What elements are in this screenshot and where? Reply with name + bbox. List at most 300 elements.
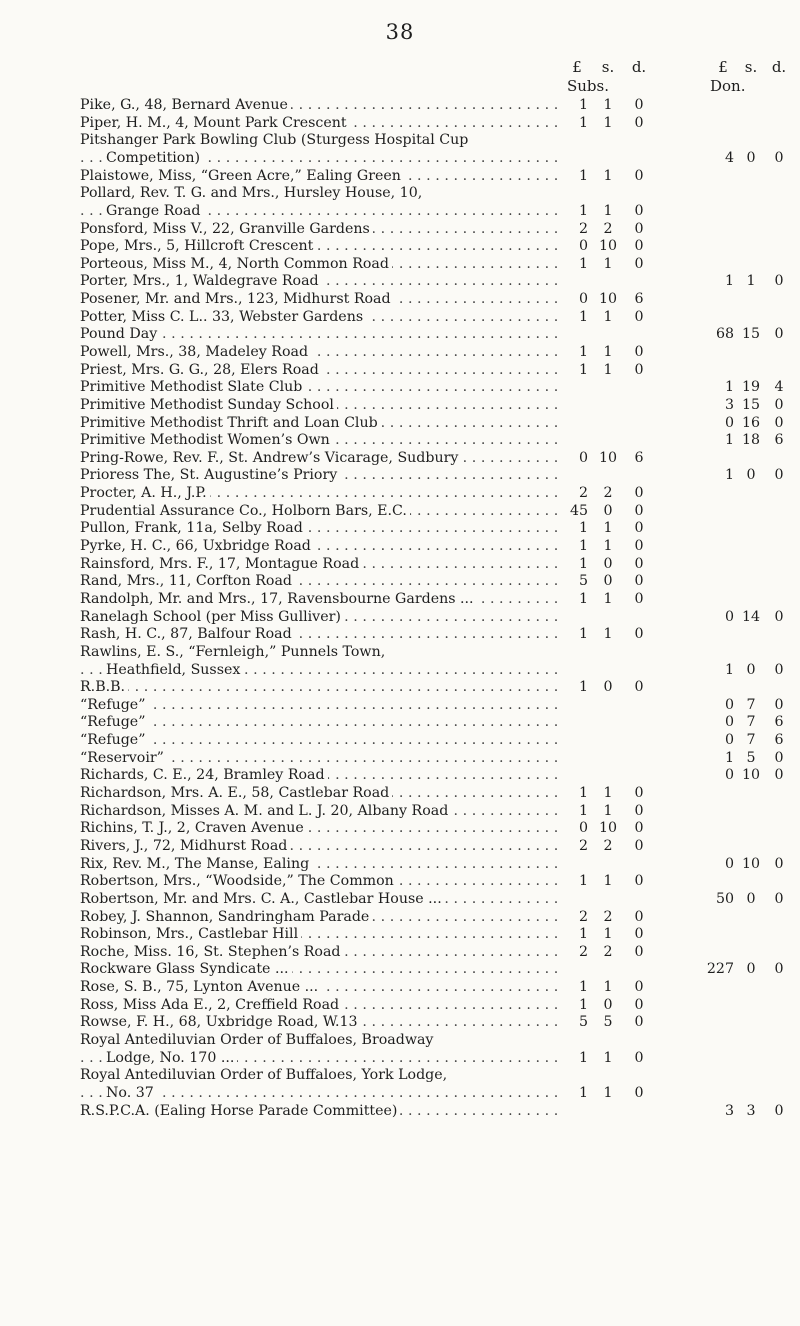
entry-text: Porteous, Miss M., 4, North Common Road — [80, 256, 392, 272]
don-shillings: 0 — [746, 467, 756, 484]
sub-shillings: 1 — [603, 590, 613, 607]
entry-name-line — [80, 397, 558, 415]
entry-name-continuation — [80, 1085, 558, 1103]
entry-name — [80, 415, 558, 433]
entry-name — [80, 1103, 558, 1121]
don-pounds: 0 — [724, 855, 734, 872]
list-item — [0, 856, 800, 874]
don-shillings: 14 — [741, 608, 761, 625]
sub-shillings: 10 — [598, 238, 618, 255]
list-item — [0, 679, 800, 697]
list-item — [0, 803, 800, 821]
entry-name-line — [80, 1067, 558, 1085]
sub-pence: 0 — [634, 1014, 644, 1031]
entry-name-line — [80, 750, 558, 768]
entry-name-line — [80, 873, 558, 891]
don-shillings: 15 — [741, 396, 761, 413]
sub-shillings: 1 — [603, 308, 613, 325]
sub-pounds: 1 — [578, 873, 588, 890]
don-pence-header: d. — [771, 58, 787, 76]
sub-pence: 6 — [634, 449, 644, 466]
list-item — [0, 520, 800, 538]
don-pence: 0 — [774, 855, 784, 872]
sub-pence: 0 — [634, 873, 644, 890]
don-pence: 0 — [774, 961, 784, 978]
entry-name — [80, 591, 558, 609]
entry-name — [80, 115, 558, 133]
entry-text: Rivers, J., 72, Midhurst Road — [80, 838, 290, 854]
entry-name-line — [80, 238, 558, 256]
list-item — [0, 714, 800, 732]
don-pounds: 68 — [715, 326, 734, 343]
sub-pence: 6 — [634, 291, 644, 308]
don-shillings: 5 — [746, 749, 756, 766]
entry-name-line — [80, 714, 558, 732]
sub-shillings: 1 — [603, 255, 613, 272]
sub-pence: 0 — [634, 255, 644, 272]
entry-name — [80, 132, 558, 167]
don-pence: 0 — [774, 467, 784, 484]
sub-pounds: 1 — [578, 538, 588, 555]
sub-pence: 0 — [634, 114, 644, 131]
entry-text: Rix, Rev. M., The Manse, Ealing — [80, 856, 312, 872]
sub-shillings: 2 — [603, 485, 613, 502]
sub-pence: 0 — [634, 820, 644, 837]
don-shillings: 10 — [741, 855, 761, 872]
don-pounds: 3 — [724, 396, 734, 413]
don-pound-header: £ — [718, 58, 728, 76]
entry-text: Primitive Methodist Thrift and Loan Club — [80, 415, 381, 431]
entry-name — [80, 256, 558, 274]
sub-pounds: 5 — [578, 1014, 588, 1031]
don-pounds: 0 — [724, 414, 734, 431]
sub-pounds: 1 — [578, 679, 588, 696]
sub-pence: 0 — [634, 538, 644, 555]
don-shillings: 0 — [746, 890, 756, 907]
don-pounds: 1 — [724, 661, 734, 678]
sub-pence: 0 — [634, 679, 644, 696]
entry-text: Rawlins, E. S., “Fernleigh,” Punnels Town, — [80, 644, 388, 660]
entry-name-line — [80, 168, 558, 186]
list-item — [0, 767, 800, 785]
list-item — [0, 909, 800, 927]
entry-text: Royal Antediluvian Order of Buffaloes, Broadway — [80, 1032, 436, 1048]
entry-text: Piper, H. M., 4, Mount Park Crescent — [80, 115, 350, 131]
entry-name — [80, 344, 558, 362]
entry-text: Primitive Methodist Women’s Own — [80, 432, 333, 448]
entry-name-line — [80, 856, 558, 874]
don-pounds: 3 — [724, 1102, 734, 1119]
entry-text: Prudential Assurance Co., Holborn Bars, E.C. — [80, 503, 410, 519]
sub-shillings: 1 — [603, 96, 613, 113]
sub-shillings: 0 — [603, 996, 613, 1013]
sub-pence: 0 — [634, 555, 644, 572]
list-item — [0, 309, 800, 327]
sub-pence: 0 — [634, 943, 644, 960]
don-shillings: 0 — [746, 661, 756, 678]
entry-name — [80, 679, 558, 697]
sub-pounds: 1 — [578, 926, 588, 943]
don-pence: 0 — [774, 661, 784, 678]
entry-name — [80, 556, 558, 574]
sub-pence: 0 — [634, 996, 644, 1013]
entry-name — [80, 909, 558, 927]
subs-shillings-header: s. — [601, 58, 615, 76]
list-item — [0, 115, 800, 133]
entry-text: Richardson, Misses A. M. and L. J. 20, Albany Road — [80, 803, 451, 819]
sub-shillings: 1 — [603, 626, 613, 643]
don-pounds: 1 — [724, 432, 734, 449]
list-item — [0, 609, 800, 627]
don-pounds: 0 — [724, 767, 734, 784]
don-pounds: 0 — [724, 732, 734, 749]
list-item — [0, 644, 800, 679]
entry-text: Robey, J. Shannon, Sandringham Parade — [80, 909, 372, 925]
list-item — [0, 291, 800, 309]
entry-text: Roche, Miss. 16, St. Stephen’s Road — [80, 944, 344, 960]
sub-pounds: 1 — [578, 520, 588, 537]
entry-name — [80, 838, 558, 856]
entry-name — [80, 168, 558, 186]
don-pounds: 1 — [724, 379, 734, 396]
entry-name-line — [80, 891, 558, 909]
sub-pounds: 1 — [578, 785, 588, 802]
entry-name-line — [80, 221, 558, 239]
list-item — [0, 362, 800, 380]
entry-name-line — [80, 944, 558, 962]
entry-text: Rockware Glass Syndicate ... — [80, 961, 292, 977]
entry-text: Randolph, Mr. and Mrs., 17, Ravensbourne Gardens ... — [80, 591, 477, 607]
list-item — [0, 1067, 800, 1102]
entry-name-line — [80, 309, 558, 327]
entry-text: “Refuge” — [80, 697, 148, 713]
list-item — [0, 238, 800, 256]
list-item — [0, 344, 800, 362]
don-pounds: 4 — [724, 149, 734, 166]
list-item — [0, 873, 800, 891]
don-pounds: 0 — [724, 608, 734, 625]
entry-text: Ranelagh School (per Miss Gulliver) — [80, 609, 344, 625]
entry-name — [80, 1067, 558, 1102]
entry-name — [80, 944, 558, 962]
entry-name-continuation — [80, 662, 558, 680]
entry-name — [80, 644, 558, 679]
entry-name-line — [80, 767, 558, 785]
don-pounds: 1 — [724, 467, 734, 484]
sub-pence: 0 — [634, 908, 644, 925]
sub-pence: 0 — [634, 520, 644, 537]
don-shillings: 1 — [746, 273, 756, 290]
entry-name-line — [80, 273, 558, 291]
list-item — [0, 221, 800, 239]
entry-name-line — [80, 820, 558, 838]
sub-shillings: 1 — [603, 167, 613, 184]
don-pounds: 1 — [724, 273, 734, 290]
entry-text: Rainsford, Mrs. F., 17, Montague Road — [80, 556, 362, 572]
don-pence: 4 — [774, 379, 784, 396]
entry-name — [80, 573, 558, 591]
don-pounds: 227 — [706, 961, 734, 978]
entry-text: R.B.B. — [80, 679, 128, 695]
sub-pounds: 1 — [578, 255, 588, 272]
entry-name — [80, 697, 558, 715]
sub-shillings: 2 — [603, 220, 613, 237]
entry-name — [80, 803, 558, 821]
sub-pounds: 1 — [578, 979, 588, 996]
sub-shillings: 1 — [603, 361, 613, 378]
list-item — [0, 732, 800, 750]
entry-name — [80, 221, 558, 239]
sub-shillings: 10 — [598, 449, 618, 466]
sub-shillings: 1 — [603, 802, 613, 819]
entry-name — [80, 185, 558, 220]
sub-shillings: 1 — [603, 202, 613, 219]
sub-pounds: 1 — [578, 96, 588, 113]
entry-name-line — [80, 485, 558, 503]
entry-text: Plaistowe, Miss, “Green Acre,” Ealing Green — [80, 168, 404, 184]
list-item — [0, 397, 800, 415]
sub-shillings: 1 — [603, 538, 613, 555]
entry-text: Priest, Mrs. G. G., 28, Elers Road — [80, 362, 322, 378]
sub-pence: 0 — [634, 502, 644, 519]
entry-text: Pullon, Frank, 11a, Selby Road — [80, 520, 306, 536]
don-shillings: 19 — [741, 379, 761, 396]
entry-name-line — [80, 591, 558, 609]
entry-text: Pollard, Rev. T. G. and Mrs., Hursley House, 10, — [80, 185, 425, 201]
entry-name-line — [80, 803, 558, 821]
entry-text: Ponsford, Miss V., 22, Granville Gardens — [80, 221, 373, 237]
entry-name-line — [80, 997, 558, 1015]
list-item — [0, 820, 800, 838]
entry-text: Primitive Methodist Sunday School — [80, 397, 337, 413]
entry-name — [80, 467, 558, 485]
entry-name-line — [80, 979, 558, 997]
subscription-list — [0, 97, 800, 1120]
sub-shillings: 1 — [603, 343, 613, 360]
sub-pounds: 1 — [578, 167, 588, 184]
entry-name — [80, 485, 558, 503]
don-pence: 0 — [774, 1102, 784, 1119]
entry-name — [80, 750, 558, 768]
don-shillings: 3 — [746, 1102, 756, 1119]
sub-pence: 0 — [634, 96, 644, 113]
sub-pence: 0 — [634, 802, 644, 819]
sub-pence: 0 — [634, 626, 644, 643]
entry-text: Pound Day — [80, 326, 160, 342]
entry-name-line — [80, 785, 558, 803]
entry-text: Robertson, Mr. and Mrs. C. A., Castlebar House ... — [80, 891, 445, 907]
sub-shillings: 10 — [598, 291, 618, 308]
entry-name — [80, 450, 558, 468]
sub-pence: 0 — [634, 220, 644, 237]
entry-text: Richins, T. J., 2, Craven Avenue — [80, 820, 307, 836]
list-item — [0, 450, 800, 468]
sub-shillings: 1 — [603, 114, 613, 131]
entry-text: No. 37 — [106, 1085, 157, 1101]
entry-name — [80, 820, 558, 838]
don-pounds: 1 — [724, 749, 734, 766]
entry-name — [80, 979, 558, 997]
list-item — [0, 132, 800, 167]
entry-name-line — [80, 326, 558, 344]
sub-pounds: 1 — [578, 361, 588, 378]
entry-name-line — [80, 679, 558, 697]
sub-pence: 0 — [634, 485, 644, 502]
entry-name-line — [80, 467, 558, 485]
sub-shillings: 1 — [603, 926, 613, 943]
entry-name — [80, 961, 558, 979]
page-number: 38 — [385, 20, 415, 44]
sub-shillings: 5 — [603, 1014, 613, 1031]
entry-name-line — [80, 626, 558, 644]
entry-name — [80, 432, 558, 450]
entry-name — [80, 1014, 558, 1032]
sub-pence: 0 — [634, 343, 644, 360]
entry-name — [80, 891, 558, 909]
entry-name — [80, 714, 558, 732]
list-item — [0, 838, 800, 856]
don-pence: 0 — [774, 396, 784, 413]
entry-name-line — [80, 1103, 558, 1121]
entry-text: Richards, C. E., 24, Bramley Road — [80, 767, 328, 783]
entry-name — [80, 626, 558, 644]
sub-pounds: 2 — [578, 837, 588, 854]
entry-text: Competition) — [106, 150, 203, 166]
entry-name-line — [80, 185, 558, 203]
list-item — [0, 503, 800, 521]
sub-pounds: 1 — [578, 626, 588, 643]
sub-shillings: 0 — [603, 555, 613, 572]
list-item — [0, 256, 800, 274]
don-pence: 0 — [774, 414, 784, 431]
entry-text: Robinson, Mrs., Castlebar Hill — [80, 926, 301, 942]
entry-text: Potter, Miss C. L.. 33, Webster Gardens — [80, 309, 366, 325]
sub-pence: 0 — [634, 590, 644, 607]
sub-pounds: 0 — [578, 291, 588, 308]
entry-name-line — [80, 432, 558, 450]
entry-name-line — [80, 838, 558, 856]
don-pence: 6 — [774, 432, 784, 449]
entry-name — [80, 997, 558, 1015]
subs-pence-header: d. — [631, 58, 647, 76]
sub-shillings: 1 — [603, 979, 613, 996]
sub-shillings: 2 — [603, 837, 613, 854]
entry-name — [80, 97, 558, 115]
subs-pound-header: £ — [572, 58, 582, 76]
sub-pounds: 1 — [578, 996, 588, 1013]
list-item — [0, 432, 800, 450]
list-item — [0, 415, 800, 433]
entry-text: Procter, A. H., J.P. — [80, 485, 210, 501]
entry-name-line — [80, 961, 558, 979]
list-item — [0, 626, 800, 644]
entry-name — [80, 609, 558, 627]
don-pence: 0 — [774, 273, 784, 290]
sub-shillings: 1 — [603, 520, 613, 537]
sub-pence: 0 — [634, 785, 644, 802]
don-pence: 0 — [774, 696, 784, 713]
entry-name-line — [80, 520, 558, 538]
list-item — [0, 961, 800, 979]
sub-pence: 0 — [634, 979, 644, 996]
entry-name-line — [80, 1014, 558, 1032]
entry-name — [80, 326, 558, 344]
entry-text: Powell, Mrs., 38, Madeley Road — [80, 344, 311, 360]
entry-text: “Refuge” — [80, 732, 148, 748]
sub-pounds: 1 — [578, 802, 588, 819]
entry-text: Pring-Rowe, Rev. F., St. Andrew’s Vicarage, Sudbury — [80, 450, 461, 466]
sub-pounds: 0 — [578, 449, 588, 466]
sub-pence: 0 — [634, 1049, 644, 1066]
don-pence: 0 — [774, 326, 784, 343]
entry-name-line — [80, 644, 558, 662]
sub-pounds: 1 — [578, 590, 588, 607]
list-item — [0, 273, 800, 291]
sub-shillings: 1 — [603, 1084, 613, 1101]
entry-text: Ross, Miss Ada E., 2, Creffield Road — [80, 997, 342, 1013]
sub-shillings: 0 — [603, 502, 613, 519]
list-item — [0, 168, 800, 186]
entry-name-line — [80, 362, 558, 380]
entry-name-line — [80, 450, 558, 468]
list-item — [0, 979, 800, 997]
sub-pounds: 1 — [578, 343, 588, 360]
entry-name-line — [80, 609, 558, 627]
list-item — [0, 326, 800, 344]
sub-pounds: 2 — [578, 908, 588, 925]
list-item — [0, 185, 800, 220]
entry-text: Pyrke, H. C., 66, Uxbridge Road — [80, 538, 314, 554]
entry-name — [80, 856, 558, 874]
sub-pounds: 2 — [578, 220, 588, 237]
sub-shillings: 1 — [603, 1049, 613, 1066]
entry-text: Pitshanger Park Bowling Club (Sturgess Hospital Cup — [80, 132, 471, 148]
entry-text: Grange Road — [106, 203, 203, 219]
entry-text: Robertson, Mrs., “Woodside,” The Common — [80, 873, 397, 889]
entry-text: “Reservoir” — [80, 750, 167, 766]
entry-text: Rowse, F. H., 68, Uxbridge Road, W.13 — [80, 1014, 361, 1030]
list-item — [0, 485, 800, 503]
sub-shillings: 2 — [603, 943, 613, 960]
sub-pounds: 1 — [578, 555, 588, 572]
entry-name — [80, 873, 558, 891]
sub-shillings: 0 — [603, 679, 613, 696]
don-shillings: 7 — [746, 732, 756, 749]
don-shillings: 0 — [746, 961, 756, 978]
subs-label: Subs. — [567, 77, 610, 95]
don-shillings: 10 — [741, 767, 761, 784]
entry-name-line — [80, 573, 558, 591]
sub-pence: 0 — [634, 308, 644, 325]
don-pence: 0 — [774, 608, 784, 625]
sub-pounds: 2 — [578, 485, 588, 502]
sub-pounds: 1 — [578, 1084, 588, 1101]
don-shillings: 0 — [746, 149, 756, 166]
entry-name — [80, 238, 558, 256]
entry-name — [80, 362, 558, 380]
don-shillings: 7 — [746, 696, 756, 713]
don-pounds: 50 — [715, 890, 734, 907]
entry-name — [80, 732, 558, 750]
entry-name-continuation — [80, 1050, 558, 1068]
entry-name — [80, 767, 558, 785]
list-item — [0, 467, 800, 485]
sub-shillings: 2 — [603, 908, 613, 925]
sub-pence: 0 — [634, 837, 644, 854]
sub-pounds: 1 — [578, 202, 588, 219]
entry-name-line — [80, 1032, 558, 1050]
sub-pounds: 0 — [578, 238, 588, 255]
